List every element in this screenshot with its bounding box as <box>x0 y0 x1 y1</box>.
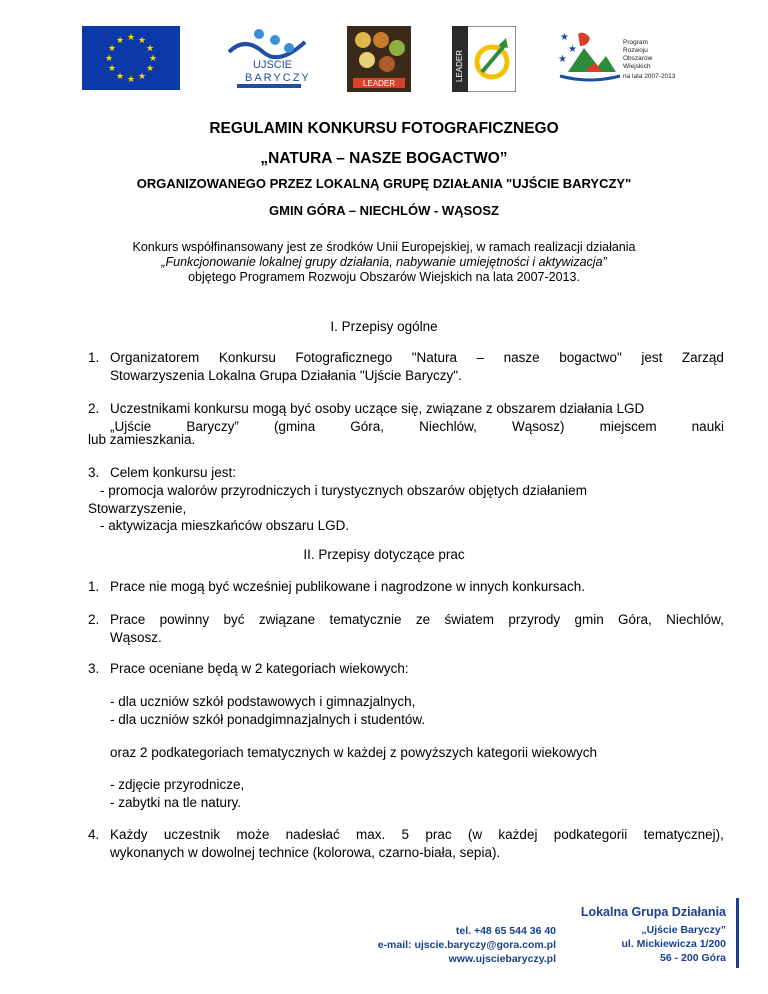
prow-logo <box>550 26 675 92</box>
item-line: Stowarzyszenia Lokalna Grupa Działania "Ujście Baryczy". <box>110 368 462 383</box>
svg-text:★: ★ <box>115 36 125 46</box>
funding-line-3: objętego Programem Rozwoju Obszarów Wiejskich na lata 2007-2013. <box>188 270 580 284</box>
item-line: - promocja walorów przyrodniczych i turystycznych obszarów objętych działaniem <box>100 483 587 498</box>
svg-text:Obszarów: Obszarów <box>623 55 653 62</box>
footer-organization <box>578 905 726 965</box>
footer-city: 56 - 200 Góra <box>660 952 726 964</box>
svg-text:BARYCZY: BARYCZY <box>245 72 311 84</box>
footer-divider <box>736 898 739 968</box>
svg-text:★: ★ <box>560 32 569 43</box>
svg-text:★: ★ <box>145 44 155 54</box>
theme-subcategory: - zabytki na tle natury. <box>110 795 242 810</box>
section-title-works: II. Przepisy dotyczące prac <box>303 547 465 562</box>
svg-text:Rozwoju: Rozwoju <box>623 47 648 54</box>
logo-strip <box>0 26 768 102</box>
list-item <box>88 611 724 647</box>
leader-eu-logo <box>452 26 516 92</box>
footer-website[interactable]: www.ujsciebaryczy.pl <box>448 953 556 965</box>
age-category: - dla uczniów szkół ponadgimnazjalnych i studentów. <box>110 712 426 727</box>
svg-text:★: ★ <box>126 75 136 85</box>
svg-text:★: ★ <box>137 36 147 46</box>
svg-text:★: ★ <box>558 54 567 65</box>
age-category: - dla uczniów szkół podstawowych i gimnazjalnych, <box>110 694 416 709</box>
leader-mosaic-logo <box>347 26 411 92</box>
footer-email[interactable]: e-mail: ujscie.baryczy@gora.com.pl <box>377 939 556 951</box>
list-item <box>88 578 724 596</box>
doc-title: REGULAMIN KONKURSU FOTOGRAFICZNEGO <box>209 120 559 137</box>
ujscie-baryczy-logo <box>223 26 311 90</box>
list-item <box>88 349 724 385</box>
footer-phone: tel. +48 65 544 36 40 <box>455 925 556 937</box>
list-item <box>88 660 724 678</box>
item-line: Prace oceniane będą w 2 kategoriach wiekowych: <box>110 661 409 676</box>
svg-text:LEADER: LEADER <box>455 49 464 82</box>
doc-municipalities: GMIN GÓRA – NIECHLÓW - WĄSOSZ <box>269 203 499 218</box>
svg-text:★: ★ <box>107 64 117 74</box>
svg-text:★: ★ <box>115 72 125 82</box>
svg-text:Program: Program <box>623 39 648 46</box>
doc-title-name: „NATURA – NASZE BOGACTWO” <box>260 150 508 167</box>
svg-text:★: ★ <box>126 33 136 43</box>
svg-text:★: ★ <box>568 44 577 55</box>
footer-org-subname: „Ujście Baryczy” <box>641 924 726 936</box>
item-number: 1. <box>88 350 100 365</box>
item-line: Organizatorem Konkursu Fotograficznego "Natura – nasze bogactwo" jest Zarząd <box>110 350 724 365</box>
svg-text:★: ★ <box>107 44 117 54</box>
svg-text:★: ★ <box>145 64 155 74</box>
doc-subtitle: ORGANIZOWANEGO PRZEZ LOKALNĄ GRUPĘ DZIAŁANIA "UJŚCIE BARYCZY" <box>136 176 632 191</box>
item-line: Wąsosz. <box>110 630 162 645</box>
svg-text:UJŚCIE: UJŚCIE <box>253 59 293 71</box>
funding-note <box>0 240 768 285</box>
item-line: Celem konkursu jest: <box>110 465 237 480</box>
item-number: 1. <box>88 579 100 594</box>
svg-text:★: ★ <box>137 72 147 82</box>
funding-line-1: Konkurs współfinansowany jest ze środków Unii Europejskiej, w ramach realizacji działania <box>132 240 636 254</box>
footer-contact <box>360 924 556 966</box>
svg-text:na lata 2007-2013: na lata 2007-2013 <box>623 73 675 80</box>
item-line: Prace powinny być związane tematycznie ze światem przyrody gmin Góra, Niechlów, <box>110 612 724 627</box>
eu-flag-logo <box>82 26 180 90</box>
list-item <box>88 826 724 862</box>
footer-org-name: Lokalna Grupa Działania <box>580 905 726 919</box>
theme-subcategory: - zdjęcie przyrodnicze, <box>110 777 245 792</box>
item-line: Prace nie mogą być wcześniej publikowane i nagrodzone w innych konkursach. <box>110 579 586 594</box>
svg-text:★: ★ <box>148 54 158 64</box>
item-line: Każdy uczestnik może nadesłać max. 5 prac (w każdej podkategorii tematycznej), <box>110 827 724 842</box>
footer-street: ul. Mickiewicza 1/200 <box>621 938 726 950</box>
item-line: - aktywizacja mieszkańców obszaru LGD. <box>100 518 350 533</box>
svg-text:Wiejskich: Wiejskich <box>623 63 651 70</box>
funding-line-2: „Funkcjonowanie lokalnej grupy działania, nabywanie umiejętności i aktywizacja” <box>161 255 607 269</box>
section-title-general: I. Przepisy ogólne <box>330 319 438 334</box>
item-line: „Ujście Baryczy” (gmina Góra, Niechlów, Wąsosz) miejscem nauki <box>110 419 724 434</box>
item-line: Uczestnikami konkursu mogą być osoby uczące się, związane z obszarem działania LGD <box>110 401 645 416</box>
svg-text:★: ★ <box>104 54 114 64</box>
item-number: 2. <box>88 612 100 627</box>
item-number: 3. <box>88 661 100 676</box>
item-line: Stowarzyszenie, <box>88 501 187 516</box>
item-number: 3. <box>88 465 100 480</box>
item-number: 4. <box>88 827 100 842</box>
item-number: 2. <box>88 401 100 416</box>
subcategory-intro: oraz 2 podkategoriach tematycznych w każdej z powyższych kategorii wiekowych <box>110 745 597 760</box>
item-line: wykonanych w dowolnej technice (kolorowa, czarno-biała, sepia). <box>110 845 501 860</box>
svg-text:LEADER: LEADER <box>362 79 396 88</box>
item-line: lub zamieszkania. <box>88 432 196 447</box>
list-item <box>88 464 724 482</box>
